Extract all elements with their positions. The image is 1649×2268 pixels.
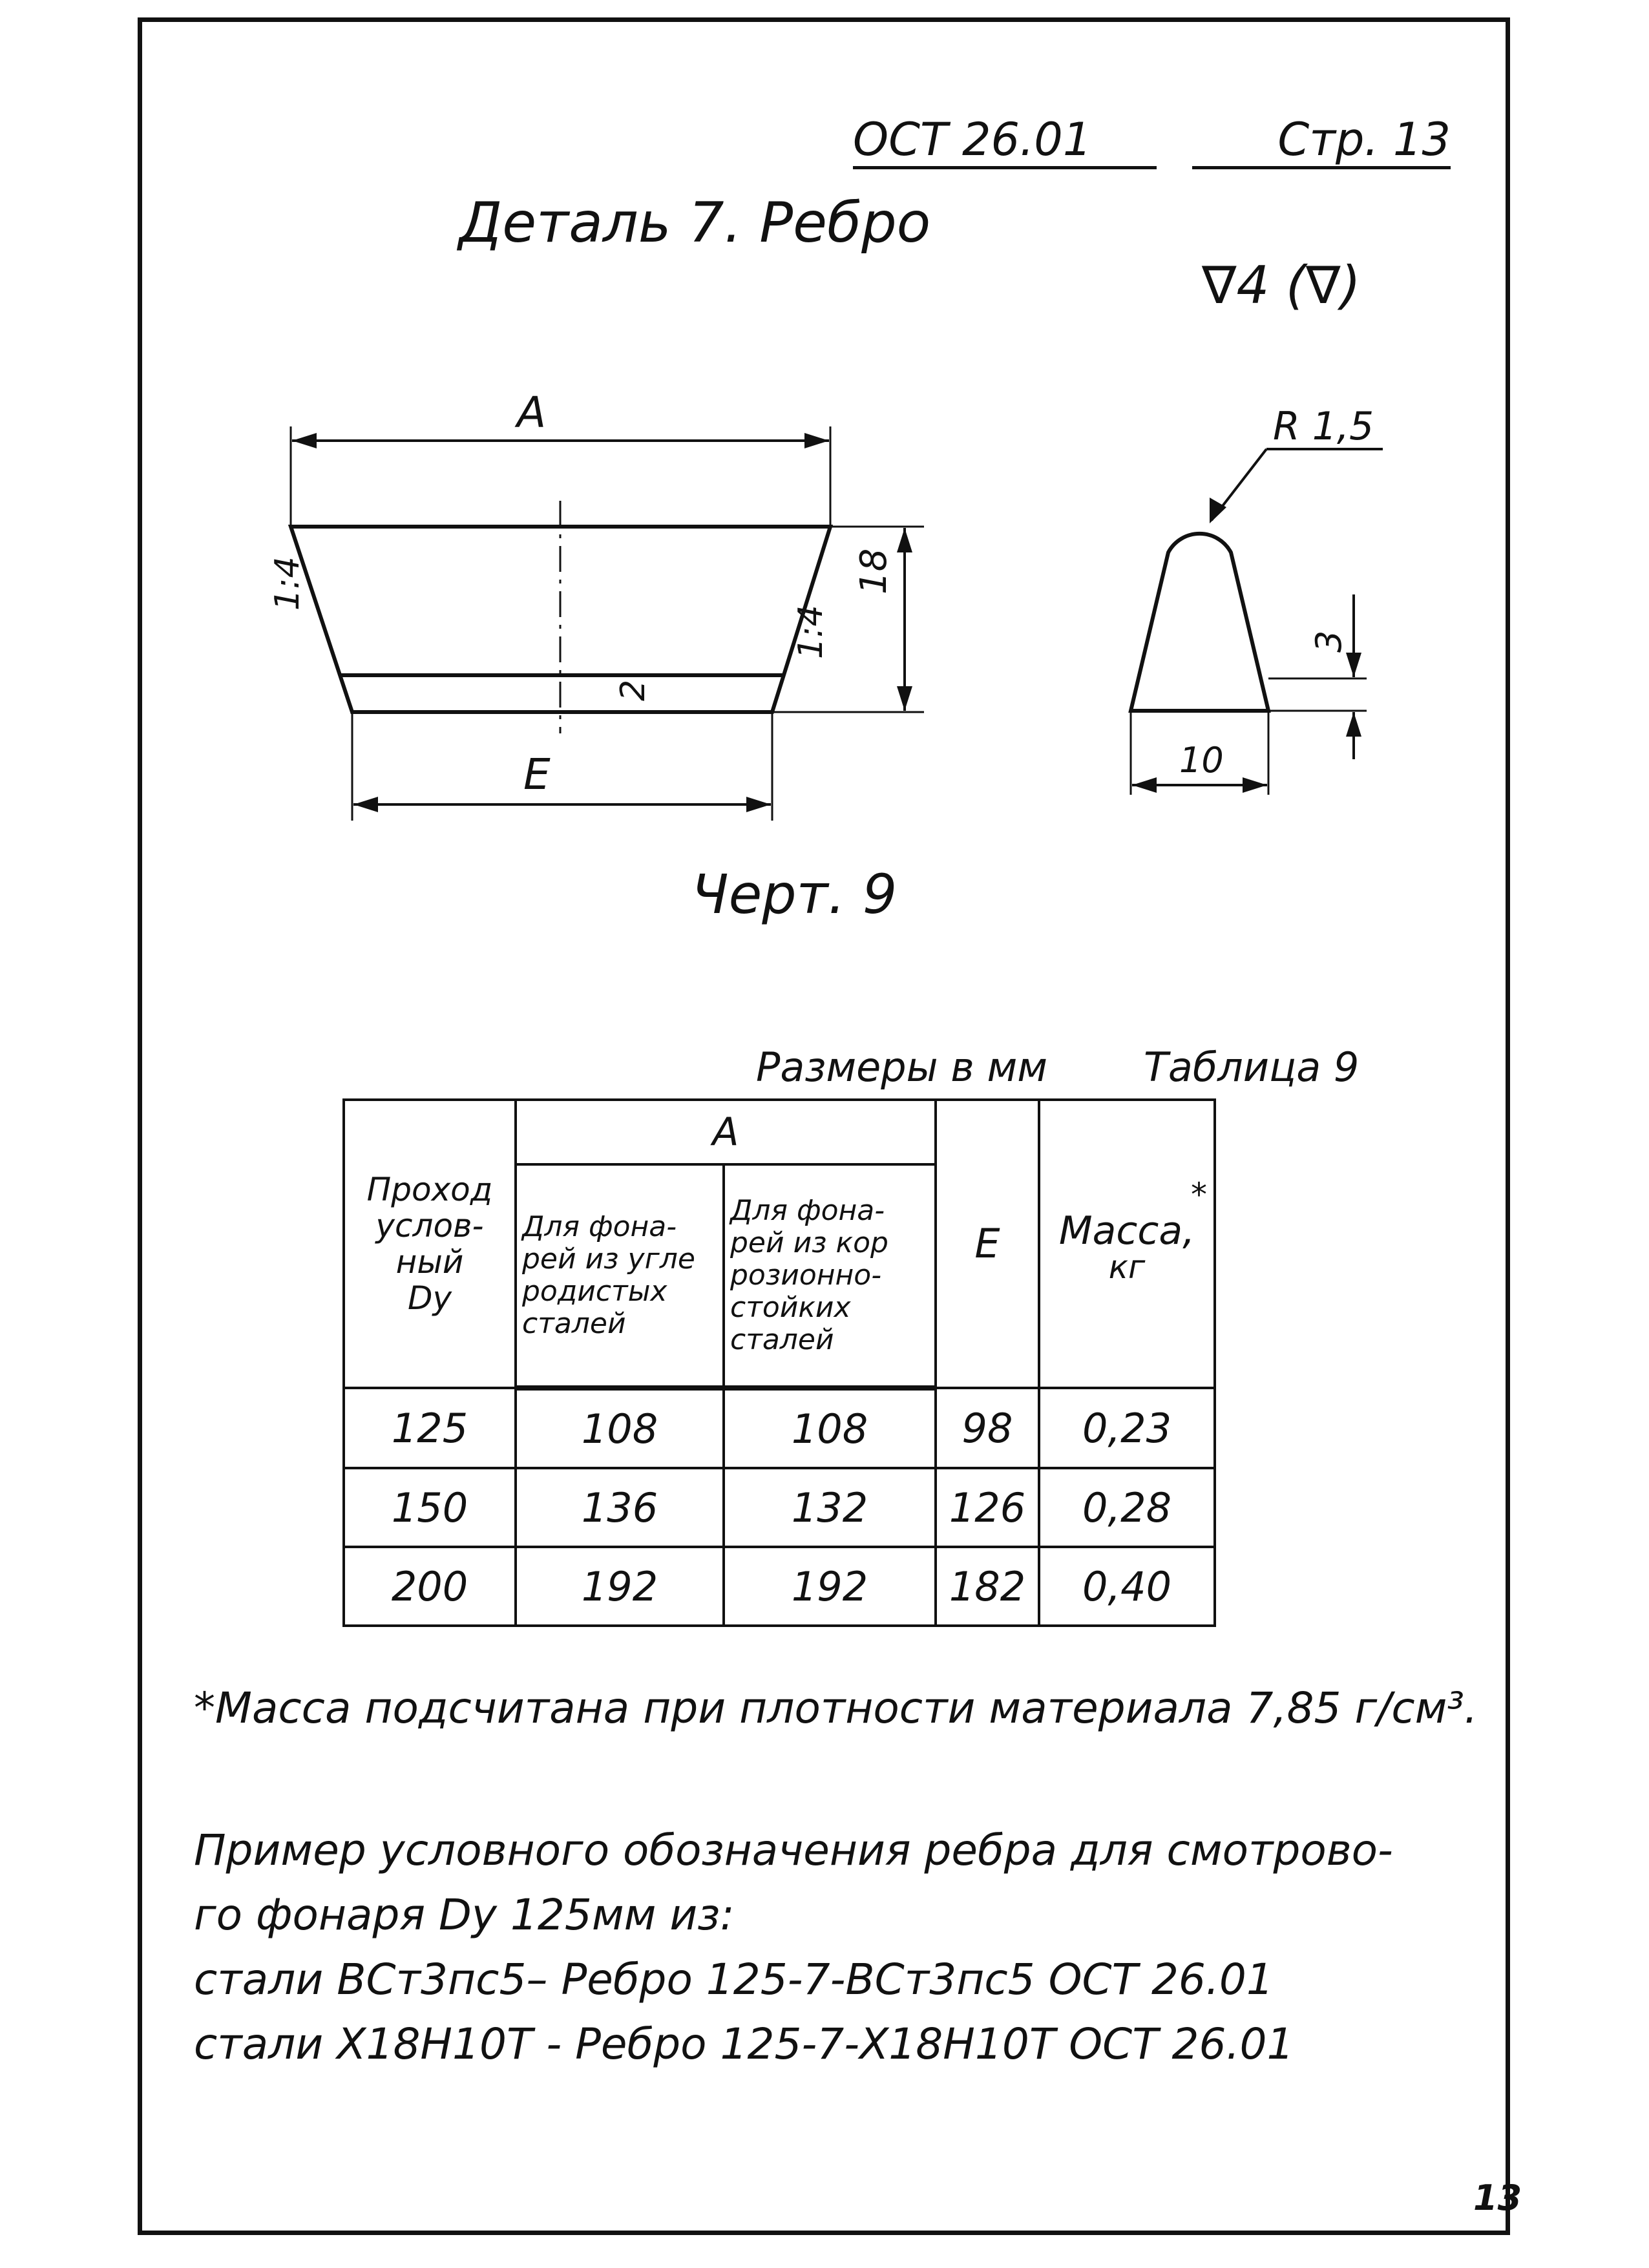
dim-10-label: 10 [1179,740,1224,781]
table-units: Размеры в мм [756,1044,1048,1091]
dim-a-label: A [517,388,547,437]
dim-3-label: 3 [1308,630,1349,653]
cell-a1: 108 [516,1388,724,1468]
slope-right-label: 1:4 [792,605,830,659]
col-pass-header: Проход услов- ный Dy [344,1100,516,1388]
part-drawing [0,0,1649,969]
example-line-2: го фонаря Dy 125мм из: [194,1890,735,1940]
cell-a2: 108 [724,1388,936,1468]
table-row [344,1468,1215,1547]
col-a1-header: Для фона- рей из угле родистых сталей [516,1164,724,1388]
cell-e: 182 [936,1547,1039,1626]
detail-title: Деталь 7. Ребро [459,191,931,255]
page-number: 13 [1473,2178,1522,2218]
dim-e-label: E [523,750,551,799]
page-label: Стр. 13 [1192,113,1451,169]
cell-a2: 192 [724,1547,936,1626]
col-a-header: A [516,1100,936,1164]
dim-18-label: 18 [853,548,895,594]
chamfer-label: 2 [614,679,653,701]
table-row [344,1547,1215,1626]
cell-dy: 125 [344,1388,516,1468]
radius-label: R 1,5 [1273,404,1374,449]
cell-mass: 0,40 [1039,1547,1215,1626]
cell-dy: 200 [344,1547,516,1626]
col-a2-header: Для фона- рей из кор розионно- стойких сталей [724,1164,936,1388]
cell-e: 126 [936,1468,1039,1547]
col-e-header: E [936,1100,1039,1388]
table-caption: Таблица 9 [1144,1044,1360,1091]
standard-number: ОСТ 26.01 [853,113,1157,169]
cell-mass: 0,28 [1039,1468,1215,1547]
cell-mass: 0,23 [1039,1388,1215,1468]
example-line-3: стали ВСт3пс5– Ребро 125-7-ВСт3пс5 ОСТ 26.01 [194,1955,1274,2004]
cell-dy: 150 [344,1468,516,1547]
example-line-4: стали Х18Н10Т - Ребро 125-7-Х18Н10Т ОСТ 26.01 [194,2019,1294,2069]
col-mass-header: * Масса, кг [1039,1100,1215,1388]
example-line-1: Пример условного обозначения ребра для смотрово- [194,1825,1393,1875]
slope-left-label: 1:4 [268,556,307,611]
drawing-caption: Черт. 9 [691,863,898,926]
table-row [344,1388,1215,1468]
roughness-mark: ∇4 (∇) [1202,255,1361,315]
cell-a2: 132 [724,1468,936,1547]
dimensions-table [342,1098,1216,1627]
mass-footnote: *Масса подсчитана при плотности материала 7,85 г/см³. [194,1683,1478,1733]
cell-a1: 192 [516,1547,724,1626]
cell-e: 98 [936,1388,1039,1468]
profile-outline [1131,534,1268,711]
cell-a1: 136 [516,1468,724,1547]
